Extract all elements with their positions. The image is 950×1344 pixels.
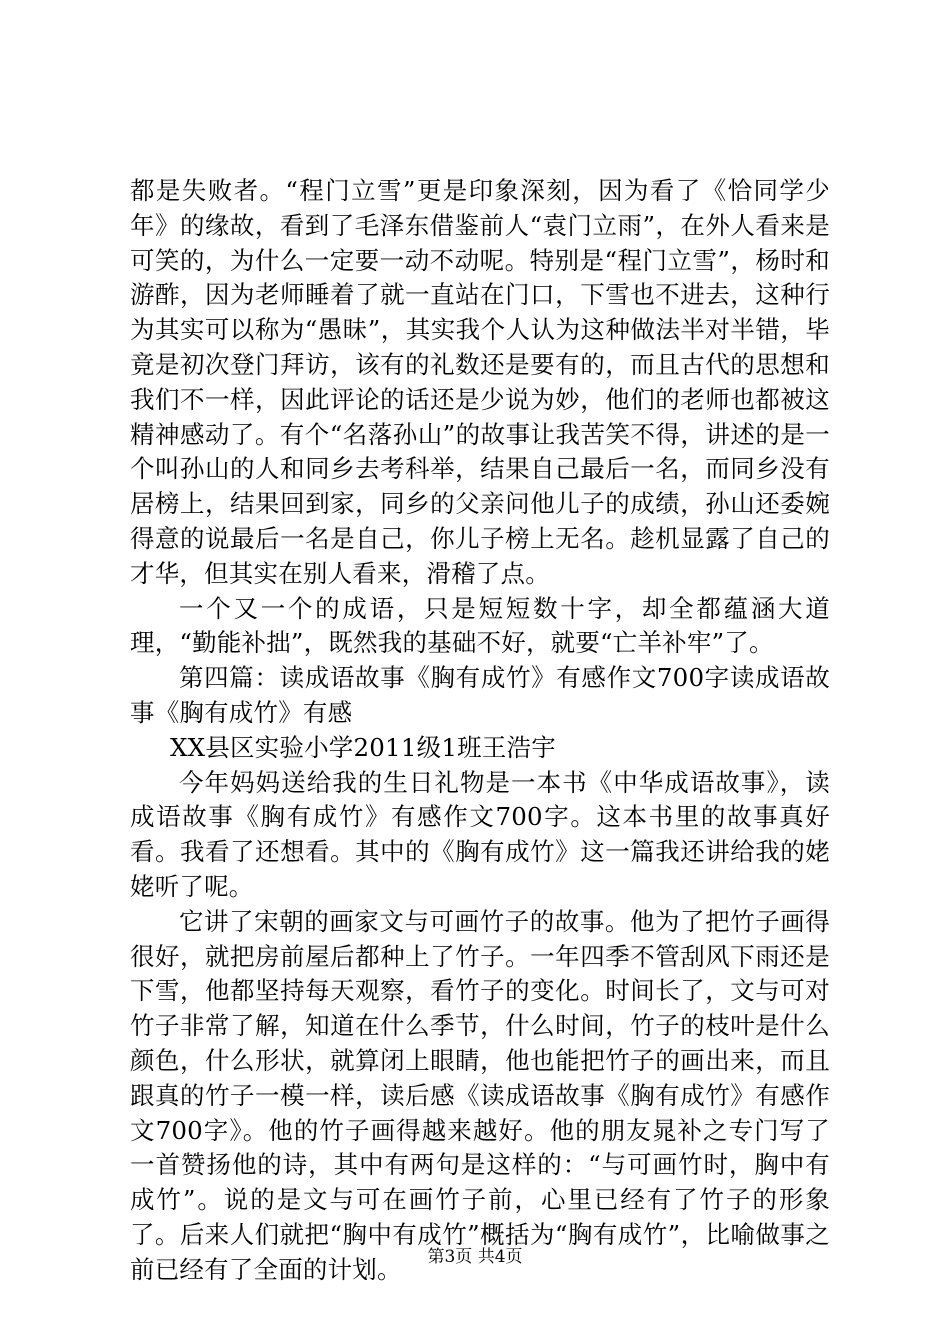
author-line: XX县区实验小学2011级1班王浩宇 — [170, 732, 556, 762]
section-title: 第四篇：读成语故事《胸有成竹》有感作文700字读成语故事《胸有成竹》有感 — [130, 663, 830, 727]
document-body — [130, 174, 830, 1288]
page-footer: 第3页 共4页 — [427, 1247, 523, 1267]
paragraph-birthday-gift: 今年妈妈送给我的生日礼物是一本书《中华成语故事》，读成语故事《胸有成竹》有感作文700字。这本书里的故事真好看。我看了还想看。其中的《胸有成竹》这一篇我还讲给我的姥姥听了呢。 — [130, 767, 830, 901]
paragraph-bamboo-story: 它讲了宋朝的画家文与可画竹子的故事。他为了把竹子画得很好，就把房前屋后都种上了竹子。一年四季不管刮风下雨还是下雪，他都坚持每天观察，看竹子的变化。时间长了，文与可对竹子非常了解，知道在什么季节，什么时间，竹子的枝叶是什么颜色，什么形状，就算闭上眼睛，他也能把竹子的画出来，而且跟真的竹子一模一样，读后感《读成语故事《胸有成竹》有感作文700字》。他的竹子画得越来越好。他的朋友晁补之专门写了一首赞扬他的诗，其中有两句是这样的：“与可画竹时，胸中有成竹”。说的是文与可在画竹子前，心里已经有了竹子的形象了。后来人们就把“胸中有成竹”概括为“胸有成竹”，比喻做事之前已经有了全面的计划。 — [130, 906, 830, 1284]
paragraph-idioms-summary: 一个又一个的成语，只是短短数十字，却全都蕴涵大道理，“勤能补拙”，既然我的基础不好，就要“亡羊补牢”了。 — [130, 593, 830, 658]
paragraph-continued: 都是失败者。“程门立雪”更是印象深刻，因为看了《恰同学少年》的缘故，看到了毛泽东借鉴前人“袁门立雨”，在外人看来是可笑的，为什么一定要一动不动呢。特别是“程门立雪”，杨时和游酢，因为老师睡着了就一直站在门口，下雪也不进去，这种行为其实可以称为“愚昧”，其实我个人认为这种做法半对半错，毕竟是初次登门拜访，该有的礼数还是要有的，而且古代的思想和我们不一样，因此评论的话还是少说为妙，他们的老师也都被这精神感动了。有个“名落孙山”的故事让我苦笑不得，讲述的是一个叫孙山的人和同乡去考科举，结果自己最后一名，而同乡没有居榜上，结果回到家，同乡的父亲问他儿子的成绩，孙山还委婉得意的说最后一名是自己，你儿子榜上无名。趁机显露了自己的才华，但其实在别人看来，滑稽了点。 — [130, 176, 830, 588]
